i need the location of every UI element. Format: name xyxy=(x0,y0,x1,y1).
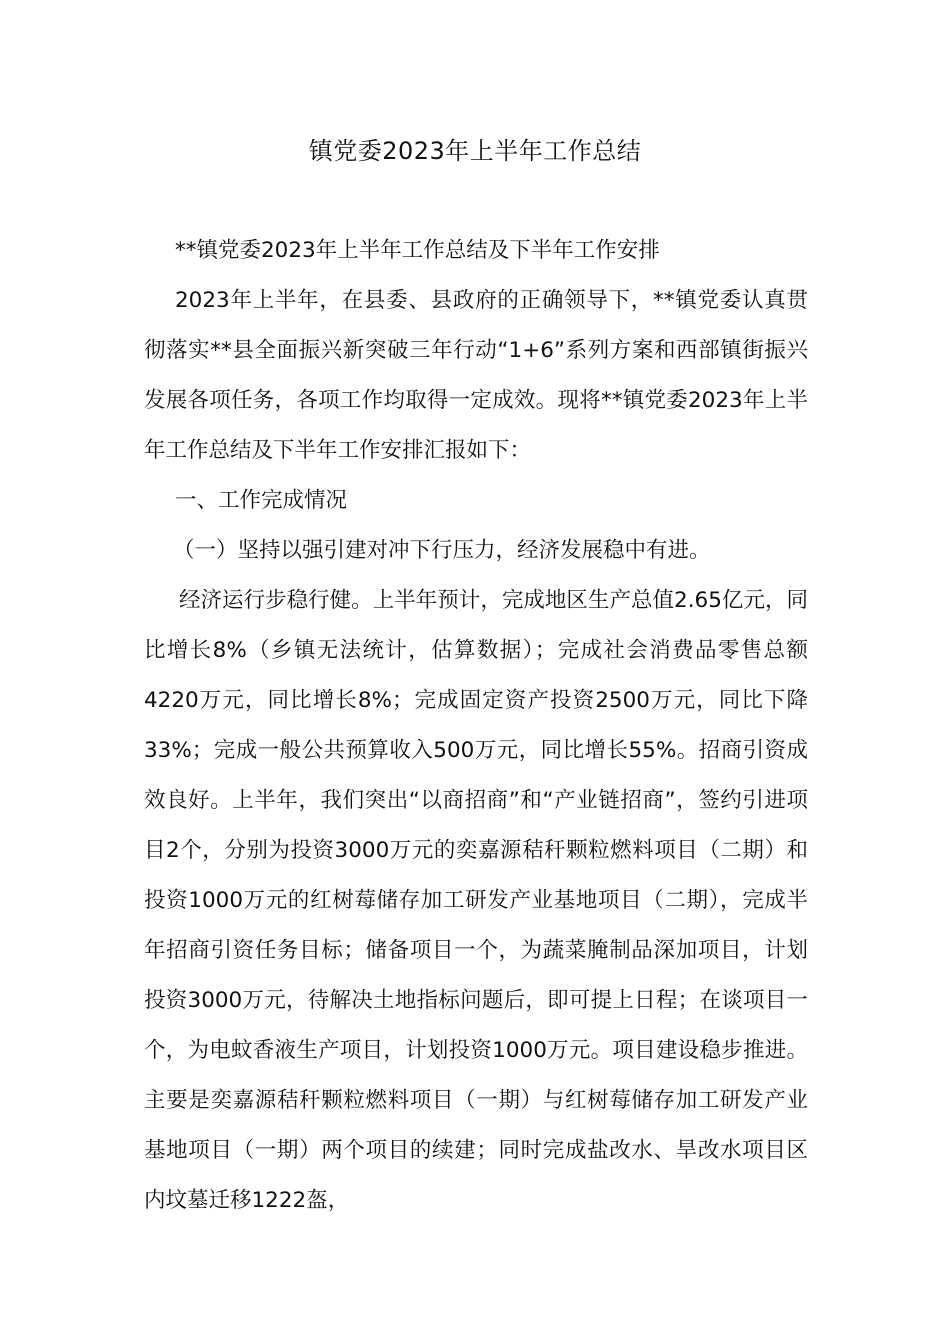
document-body xyxy=(144,226,808,1226)
subsection-heading: （一）坚持以强引建对冲下行压力，经济发展稳中有进。 xyxy=(173,538,711,563)
section-heading: 一、工作完成情况 xyxy=(175,488,348,513)
body-paragraph: 经济运行步稳行健。上半年预计，完成地区生产总值2.65亿元，同比增长8%（乡镇无法统计，估算数据）；完成社会消费品零售总额4220万元，同比增长8%；完成固定资产投资2500万元，同比下降33%；完成一般公共预算收入500万元，同比增长55%。招商引资成效良好。上半年，我们突出“以商招商”和“产业链招商”，签约引进项目2个，分别为投资3000万元的奕嘉源秸秆颗粒燃料项目（二期）和投资1000万元的红树莓储存加工研发产业基地项目（二期），完成半年招商引资任务目标；储备项目一个，为蔬菜腌制品深加项目，计划投资3000万元，待解决土地指标问题后，即可提上日程；在谈项目一个，为电蚊香液生产项目，计划投资1000万元。项目建设稳步推进。主要是奕嘉源秸秆颗粒燃料项目（一期）与红树莓储存加工研发产业基地项目（一期）两个项目的续建；同时完成盐改水、旱改水项目区内坟墓迁移1222盔， xyxy=(144,588,808,1213)
intro-paragraph: 2023年上半年，在县委、县政府的正确领导下，**镇党委认真贯彻落实**县全面振兴新突破三年行动“1+6”系列方案和西部镇街振兴发展各项任务，各项工作均取得一定成效。现将**镇党委2023年上半年工作总结及下半年工作安排汇报如下： xyxy=(144,288,808,463)
document-title: 镇党委2023年上半年工作总结 xyxy=(308,137,642,165)
document-subtitle: **镇党委2023年上半年工作总结及下半年工作安排 xyxy=(175,238,660,263)
